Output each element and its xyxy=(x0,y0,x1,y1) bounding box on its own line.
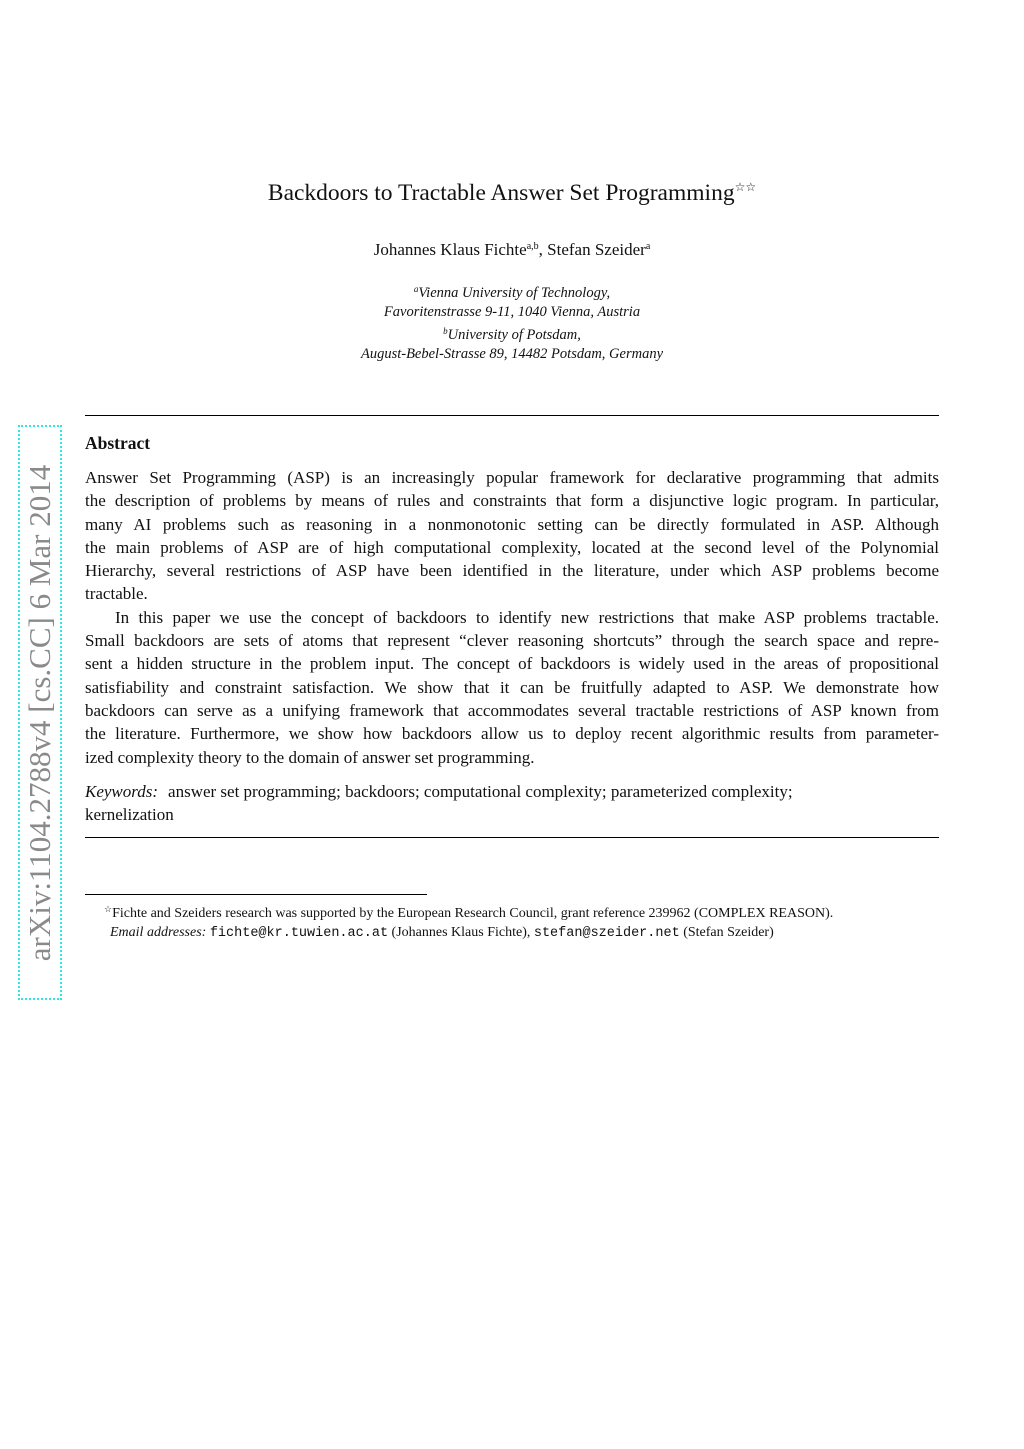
affiliation-line xyxy=(0,345,1024,364)
affiliations xyxy=(0,280,1024,364)
affil-mark: a xyxy=(413,284,419,294)
affiliation-line xyxy=(0,303,1024,322)
author-name: Stefan Szeider xyxy=(547,240,646,259)
abstract-body xyxy=(85,466,939,769)
keywords-label: Keywords: xyxy=(85,782,159,801)
author-affil-mark: a xyxy=(645,241,651,252)
title-footnote-mark: ☆☆ xyxy=(734,180,757,194)
author-affil-mark: a,b xyxy=(526,241,539,252)
affil-text: August-Bebel-Strasse 89, 14482 Potsdam, Germany xyxy=(360,346,664,362)
affil-text: Favoritenstrasse 9-11, 1040 Vienna, Austria xyxy=(383,304,641,320)
abstract-line: tractable. xyxy=(85,584,148,604)
bottom-rule xyxy=(85,837,939,838)
paper-title xyxy=(0,180,1024,207)
abstract-line: sent a hidden structure in the problem input. The concept of backdoors is widely used in the areas of propositional xyxy=(85,654,939,674)
abstract-line: Small backdoors are sets of atoms that represent “clever reasoning shortcuts” through the search space and repre- xyxy=(85,631,939,651)
email-link[interactable]: stefan@szeider.net xyxy=(533,926,680,941)
arxiv-identifier: arXiv:1104.2788v4 [cs.CC] 6 Mar 2014 xyxy=(22,464,57,961)
email-link[interactable]: fichte@kr.tuwien.ac.at xyxy=(209,926,389,941)
title-text: Backdoors to Tractable Answer Set Programming xyxy=(267,180,735,206)
affiliation-line xyxy=(0,322,1024,345)
affil-mark: b xyxy=(443,326,448,336)
author-name: Johannes Klaus Fichte xyxy=(373,240,527,259)
abstract-line: In this paper we use the concept of backdoors to identify new restrictions that make ASP problems tractable. xyxy=(115,607,939,627)
author-separator: , xyxy=(538,240,548,259)
abstract-line: the literature. Furthermore, we show how backdoors allow us to deploy recent algorithmic results from parameter- xyxy=(85,724,939,744)
arxiv-stamp xyxy=(18,425,62,1000)
keywords-text: answer set programming; backdoors; computational complexity; parameterized complexity; xyxy=(168,782,793,801)
abstract-line: Hierarchy, several restrictions of ASP have been identified in the literature, under which ASP problems become xyxy=(85,561,939,581)
author-list xyxy=(0,240,1024,260)
affil-text: University of Potsdam, xyxy=(447,327,581,343)
top-rule xyxy=(85,415,939,416)
email-owner: (Johannes Klaus Fichte), xyxy=(388,925,534,940)
email-owner: (Stefan Szeider) xyxy=(679,925,774,940)
abstract-line: the description of problems by means of rules and constraints that form a disjunctive logic program. In particular, xyxy=(85,491,939,511)
keywords xyxy=(85,780,939,827)
affiliation-line xyxy=(0,280,1024,303)
abstract-line: backdoors can serve as a unifying framework that accommodates several tractable restrictions of ASP known from xyxy=(85,700,939,720)
abstract-heading: Abstract xyxy=(85,433,151,453)
abstract-line: Answer Set Programming (ASP) is an increasingly popular framework for declarative programming that admits xyxy=(85,468,939,487)
footnote-mark: ☆ xyxy=(104,904,113,914)
footnote xyxy=(104,900,833,943)
footnote-rule xyxy=(85,894,427,895)
abstract-line: many AI problems such as reasoning in a nonmonotonic setting can be directly formulated in ASP. Although xyxy=(85,514,939,534)
email-label: Email addresses: xyxy=(110,925,207,940)
footnote-text: Fichte and Szeiders research was supported by the European Research Council, grant reference 239962 (COMPLEX REASON). xyxy=(112,906,834,921)
abstract-line: the main problems of ASP are of high computational complexity, located at the second level of the Polynomial xyxy=(85,537,939,557)
abstract-line: satisfiability and constraint satisfaction. We show that it can be fruitfully adapted to ASP. We demonstrate how xyxy=(85,677,939,697)
keywords-text-cont: kernelization xyxy=(85,805,174,825)
abstract-line: ized complexity theory to the domain of answer set programming. xyxy=(85,747,535,767)
affil-text: Vienna University of Technology, xyxy=(418,285,611,301)
